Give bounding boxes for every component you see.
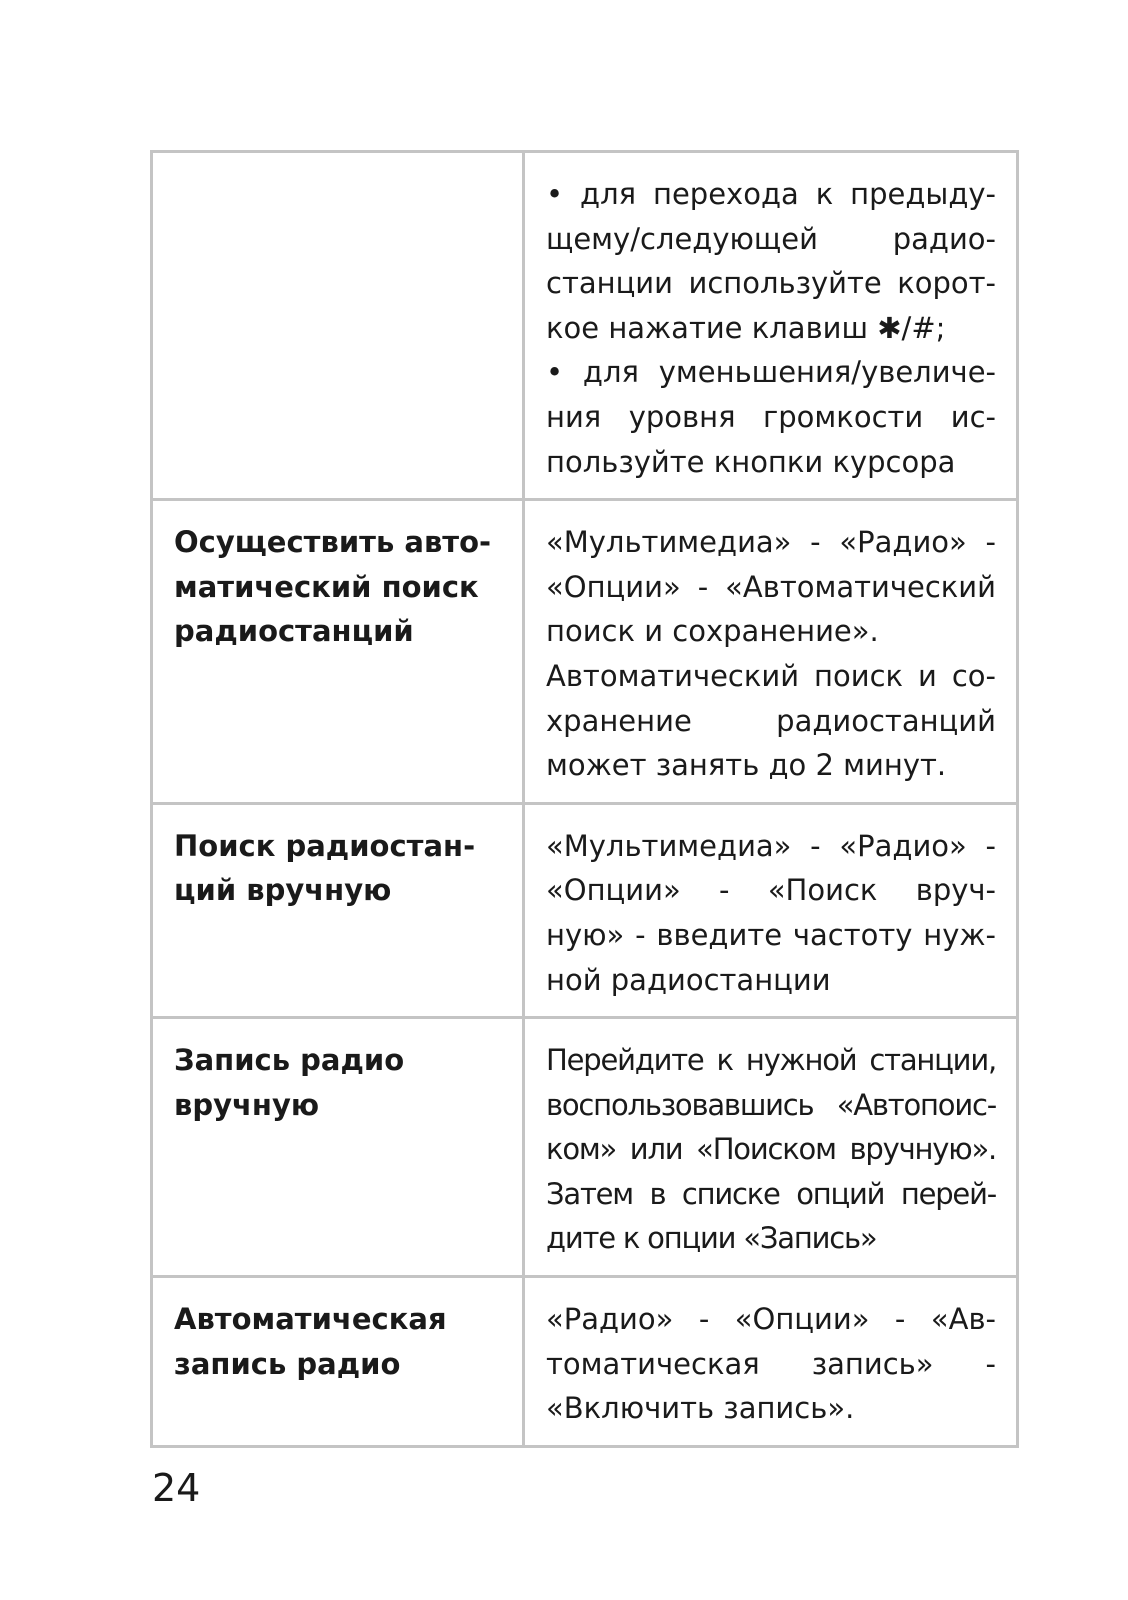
action-line: запись радио bbox=[174, 1346, 401, 1381]
description-line: воспользовавшись «Автопоис- bbox=[546, 1087, 996, 1122]
action-cell bbox=[152, 1018, 524, 1277]
description-line: поиск и сохранение». bbox=[546, 614, 879, 649]
description-line: станции используйте корот- bbox=[546, 266, 996, 301]
action-cell bbox=[152, 803, 524, 1017]
table-row bbox=[152, 1277, 1018, 1447]
description-cell bbox=[524, 152, 1018, 500]
instructions-table bbox=[150, 150, 1019, 1448]
description-line: ной радиостанции bbox=[546, 962, 831, 997]
description-line: «Мультимедиа» - «Радио» - bbox=[546, 525, 996, 560]
description-line: хранение радиостанций bbox=[546, 703, 996, 738]
description-cell bbox=[524, 803, 1018, 1017]
description-line: • для уменьшения/увеличе- bbox=[546, 355, 996, 390]
description-cell bbox=[524, 1018, 1018, 1277]
action-cell bbox=[152, 1277, 524, 1447]
description-line: «Опции» - «Поиск вруч- bbox=[546, 873, 996, 908]
description-line: Перейдите к нужной станции, bbox=[546, 1043, 996, 1078]
description-line: щему/следующей радио- bbox=[546, 221, 996, 256]
action-line: ций вручную bbox=[174, 873, 392, 908]
description-line: «Опции» - «Автоматический bbox=[546, 569, 996, 604]
action-line: матический поиск bbox=[174, 569, 479, 604]
description-line: ком» или «Поиском вручную». bbox=[546, 1132, 996, 1167]
description-line: «Радио» - «Опции» - «Ав- bbox=[546, 1302, 996, 1337]
table-row bbox=[152, 500, 1018, 804]
description-line: «Включить запись». bbox=[546, 1391, 855, 1426]
description-line: томатическая запись» - bbox=[546, 1346, 996, 1381]
action-line: вручную bbox=[174, 1087, 320, 1122]
description-line: • для перехода к предыду- bbox=[546, 177, 996, 211]
description-line: пользуйте кнопки курсора bbox=[546, 444, 956, 479]
action-line: Осуществить авто- bbox=[174, 525, 492, 560]
action-line: Автоматическая bbox=[174, 1302, 447, 1337]
action-cell bbox=[152, 500, 524, 804]
description-line: ную» - введите частоту нуж- bbox=[546, 917, 996, 952]
action-line: Поиск радиостан- bbox=[174, 828, 476, 863]
description-line: дите к опции «Запись» bbox=[546, 1221, 877, 1256]
table-row bbox=[152, 803, 1018, 1017]
table-row bbox=[152, 152, 1018, 500]
description-line: Автоматический поиск и со- bbox=[546, 658, 996, 693]
action-line: Запись радио bbox=[174, 1043, 405, 1078]
description-cell bbox=[524, 1277, 1018, 1447]
description-line: ния уровня громкости ис- bbox=[546, 399, 996, 434]
page-number: 24 bbox=[152, 1466, 201, 1510]
description-line: кое нажатие клавиш ✱/#; bbox=[546, 310, 946, 345]
action-line: радиостанций bbox=[174, 614, 414, 649]
description-line: «Мультимедиа» - «Радио» - bbox=[546, 828, 996, 863]
description-cell bbox=[524, 500, 1018, 804]
description-line: Затем в списке опций перей- bbox=[546, 1176, 996, 1211]
table-row bbox=[152, 1018, 1018, 1277]
action-cell bbox=[152, 152, 524, 500]
description-line: может занять до 2 минут. bbox=[546, 748, 947, 783]
